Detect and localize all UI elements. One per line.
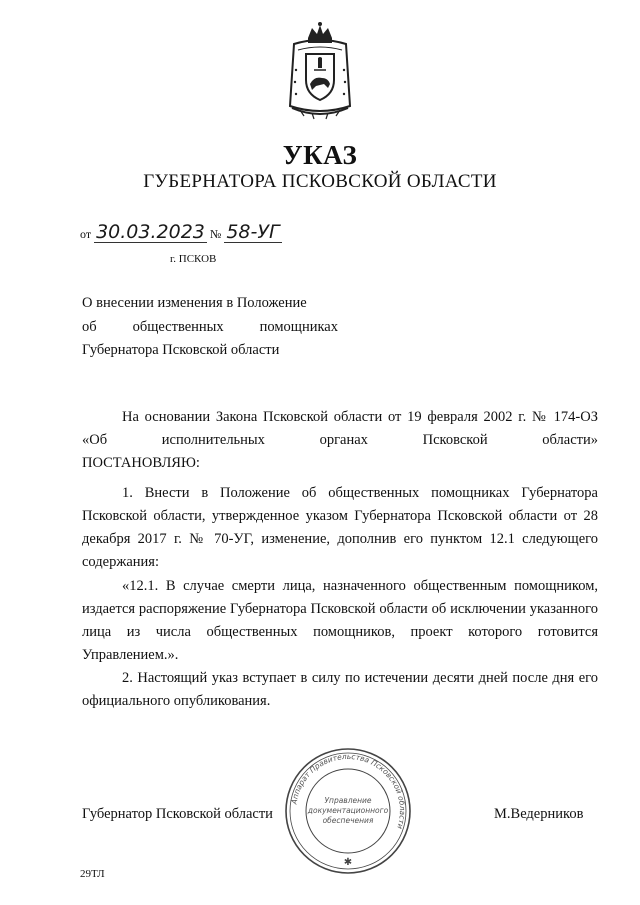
subject-line-1: О внесении изменения в Положение (82, 295, 307, 311)
preamble-decree: ПОСТАНОВЛЯЮ: (82, 455, 200, 471)
stamp-outer-text: Аппарат Правительства Псковской области (289, 751, 408, 831)
handwritten-date: 30.03.2023 (96, 221, 205, 243)
item-1-quote-text: «12.1. В случае смерти лица, назначенного общественным помощником, издается распоряжение Губернатора Псковской области об исключении указанного лица из числа общественных помощников, проект которого готовится Управлением.». (82, 578, 598, 663)
stamp-star-icon: ✱ (343, 857, 353, 868)
stamp-inner-line-2: документационного (307, 806, 389, 815)
number-label: № (209, 227, 222, 241)
item-1-text: 1. Внести в Положение об общественных помощниках Губернатора Псковской области, утвержденное указом Губернатора Псковской области от 28 декабря 2017 г. № 70-УГ, изменение, дополнив его пунктом 12.1 следующего содержания: (82, 485, 598, 570)
subject-line-2: об общественных помощниках (82, 318, 338, 335)
item-2-paragraph (82, 667, 598, 713)
item-1-quote-paragraph (82, 575, 598, 667)
footer-code: 29ТЛ (80, 868, 105, 880)
stamp-inner-line-3: обеспечения (322, 816, 374, 825)
stamp-inner-line-1: Управление (324, 796, 372, 805)
city-label: г. ПСКОВ (170, 253, 217, 265)
coat-of-arms-emblem (284, 20, 356, 120)
subject-block (82, 292, 338, 363)
official-stamp (282, 745, 414, 877)
document-title: УКАЗ (282, 140, 358, 170)
document-subtitle: ГУБЕРНАТОРА ПСКОВСКОЙ ОБЛАСТИ (143, 171, 497, 192)
handwritten-number: 58-УГ (226, 221, 280, 243)
item-2-text: 2. Настоящий указ вступает в силу по истечении десяти дней после дня его официального опубликования. (82, 670, 598, 709)
signature-name: М.Ведерников (494, 806, 584, 822)
signature-position: Губернатор Псковской области (82, 806, 273, 822)
preamble-text: На основании Закона Псковской области от 19 февраля 2002 г. № 174-ОЗ «Об исполнительных органах Псковской области» (82, 409, 598, 448)
preamble-paragraph (82, 406, 598, 475)
subject-line-3: Губернатора Псковской области (82, 342, 280, 358)
item-1-paragraph (82, 482, 598, 574)
dateline (80, 222, 282, 243)
date-from-label: от (80, 227, 92, 241)
